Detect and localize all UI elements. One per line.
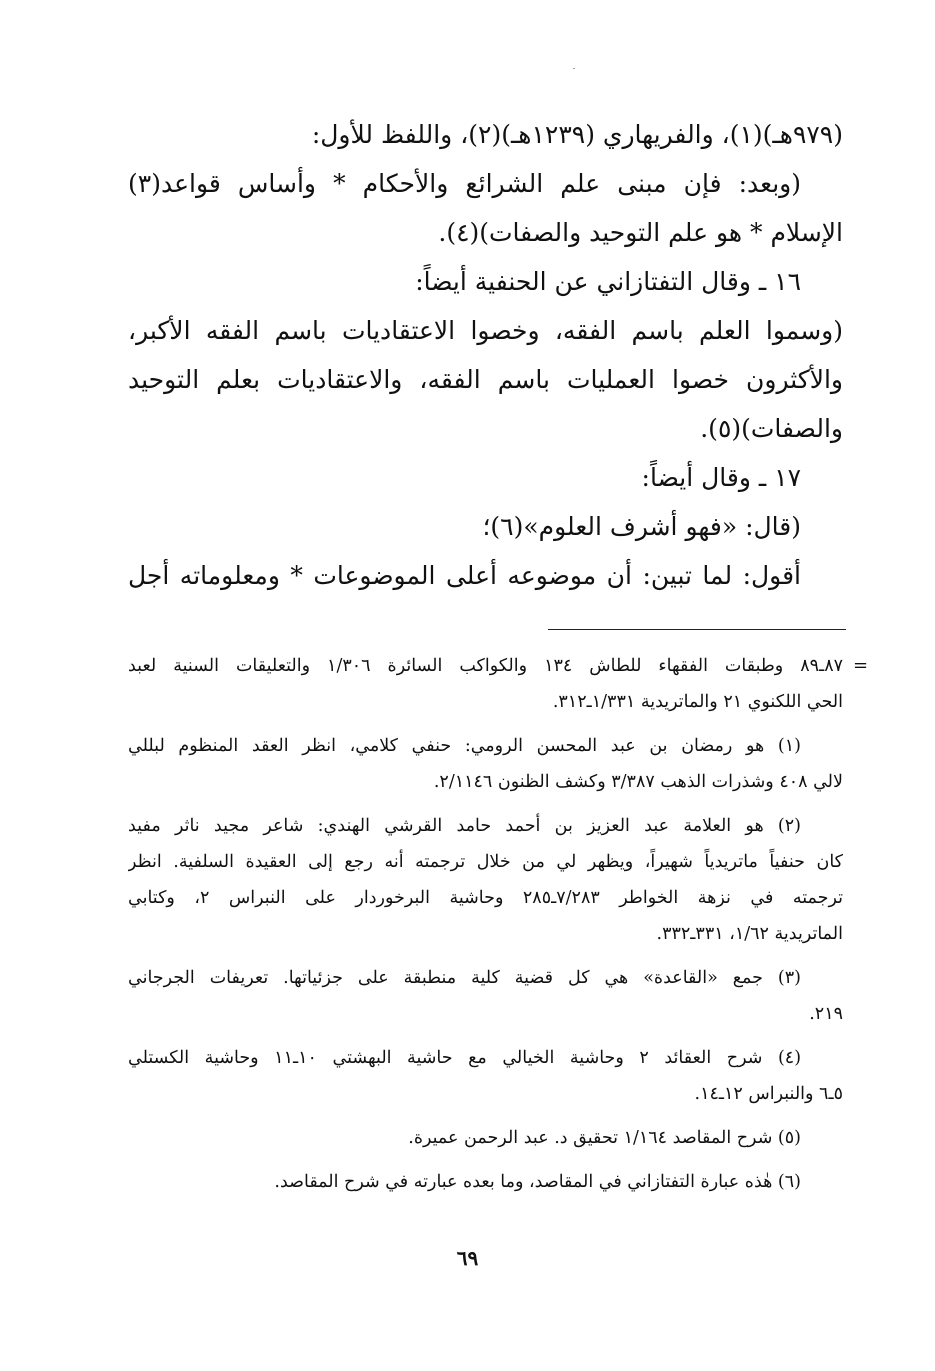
section-heading-16: ١٦ ـ وقال التفتازاني عن الحنفية أيضاً: <box>415 267 801 296</box>
footnote-4: (٤) شرح العقائد ٢ وحاشية الخيالي مع حاشية البهشتي ١٠ـ١١ وحاشية الكستلي <box>128 1048 802 1068</box>
main-line: (وبعد: فإن مبنى علم الشرائع والأحكام * وأساس قواعد(٣) <box>128 169 801 198</box>
footnote-3: (٣) جمع «القاعدة» هي كل قضية كلية منطبقة على جزئياتها. تعريفات الجرجاني <box>128 968 801 988</box>
main-line: أقول: لما تبين: أن موضوعه أعلى الموضوعات * ومعلوماته أجل <box>128 561 801 590</box>
footnote-line: ٥ـ٦ والنبراس ١٢ـ١٤. <box>694 1084 843 1104</box>
section-heading-17: ١٧ ـ وقال أيضاً: <box>641 463 801 492</box>
footnote-line: الحي اللكنوي ٢١ والماتريدية ١/٣٣١ـ٣١٢. <box>552 692 843 712</box>
main-text <box>128 110 843 600</box>
footnote-line: ٢١٩. <box>809 1004 843 1024</box>
footnote-line: الماتريدية ١/٦٢، ٣٣١ـ٣٣٢. <box>656 924 843 944</box>
footnote-line: لالي ٤٠٨ وشذرات الذهب ٣/٣٨٧ وكشف الظنون ٢/١١٤٦. <box>433 772 843 792</box>
main-line: (قال: «فهو أشرف العلوم»(٦)؛ <box>482 512 801 541</box>
main-line: الإسلام * هو علم التوحيد والصفات)(٤). <box>438 218 843 247</box>
main-line: (٩٧٩هـ)(١)، والفريهاري (١٢٣٩هـ)(٢)، واللفظ للأول: <box>311 120 843 149</box>
footnote-separator <box>548 629 846 630</box>
scan-speck <box>573 68 575 69</box>
main-line: والأكثرون خصوا العمليات باسم الفقه، والاعتقاديات بعلم التوحيد <box>128 365 843 394</box>
footnote-line: كان حنفياً ماتريدياً شهيراً، ويظهر لي من خلال ترجمته أنه رجع إلى العقيدة السلفية. انظر <box>128 852 843 872</box>
footnote-6: (٦) هٰذه عبارة التفتازاني في المقاصد، وما بعده عبارته في شرح المقاصد. <box>274 1172 801 1192</box>
main-line: والصفات)(٥). <box>700 414 843 443</box>
footnote-1: (١) هو رمضان بن عبد المحسن الرومي: حنفي كلامي، انظر العقد المنظوم لبللي <box>128 736 801 756</box>
footnote-5: (٥) شرح المقاصد ١/١٦٤ تحقيق د. عبد الرحمن عميرة. <box>408 1128 801 1148</box>
page-number: ٦٩ <box>456 1246 479 1270</box>
footnote-line: ٨٧ـ٨٩ وطبقات الفقهاء للطاش ١٣٤ والكواكب السائرة ١/٣٠٦ والتعليقات السنية لعبد <box>128 656 843 676</box>
footnote-2: (٢) هو العلامة عبد العزيز بن أحمد حامد القرشي الهندي: شاعر مجيد ناثر مفيد <box>128 816 801 836</box>
footnote-line: ترجمته في نزهة الخواطر ٧/٢٨٣ـ٢٨٥ وحاشية البرخوردار على النبراس ٢، وكتابي <box>128 888 843 908</box>
footnote-continuation-mark: = <box>853 655 869 676</box>
footnotes <box>128 648 843 1200</box>
main-line: (وسموا العلم باسم الفقه، وخصوا الاعتقاديات باسم الفقه الأكبر، <box>128 316 843 345</box>
